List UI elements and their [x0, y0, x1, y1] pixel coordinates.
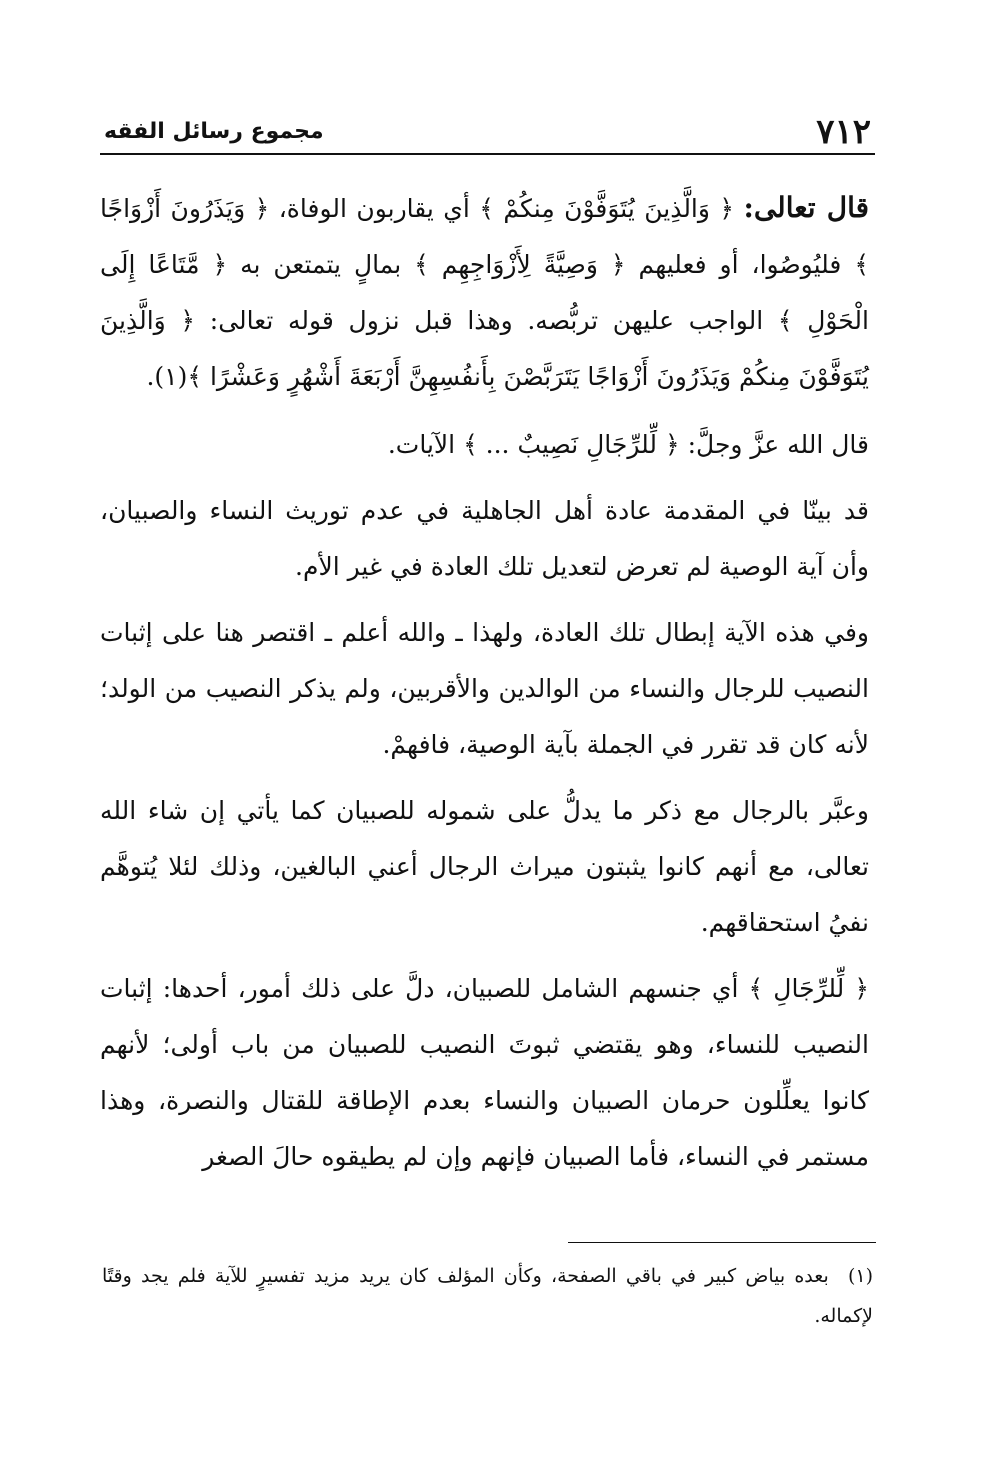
paragraph-text: ﴿ وَالَّذِينَ يُتَوَفَّوْنَ مِنكُمْ ﴾ أي يقاربون الوفاة، ﴿ وَيَذَرُونَ أَزْوَاجًا ﴾ فليُوصُوا، أو فعليهم ﴿ وَصِيَّةً لِأَزْوَاجِهِم ﴾ بمالٍ يتمتعن به ﴿ مَّتَاعًا إِلَى الْحَوْلِ ﴾ الواجب عليهن تربُّصه. وهذا قبل نزول قوله تعالى: ﴿ وَالَّذِينَ يُتَوَفَّوْنَ مِنكُمْ وَيَذَرُونَ أَزْوَاجًا يَتَرَبَّصْنَ بِأَنفُسِهِنَّ أَرْبَعَةَ أَشْهُرٍ وَعَشْرًا ﴾(١).	[100, 194, 869, 391]
paragraph-5: وعبَّر بالرجال مع ذكر ما يدلُّ على شموله للصبيان كما يأتي إن شاء الله تعالى، مع أنهم كانوا يثبتون ميراث الرجال أعني البالغين، وذلك لئلا يُتوهَّم نفيُ استحقاقهم.	[100, 796, 869, 937]
paragraph-lead: قال تعالى:	[743, 191, 870, 224]
page-number: ٧١٢	[816, 112, 871, 152]
running-title: مجموع رسائل الفقه	[104, 119, 324, 144]
page-header	[104, 112, 871, 152]
paragraph-3: قد بينّا في المقدمة عادة أهل الجاهلية في عدم توريث النساء والصبيان، وأن آية الوصية لم تعرض لتعديل تلك العادة في غير الأم.	[100, 496, 869, 581]
paragraph-2: قال الله عزَّ وجلَّ: ﴿ لِّلرِّجَالِ نَصِيبٌ ... ﴾ الآيات.	[387, 430, 869, 459]
paragraph-4: وفي هذه الآية إبطال تلك العادة، ولهذا ـ والله أعلم ـ اقتصر هنا على إثبات النصيب للرجال والنساء من الوالدين والأقربين، ولم يذكر النصيب من الولد؛ لأنه كان قد تقرر في الجملة بآية الوصية، فافهمْ.	[100, 618, 869, 759]
footnote-marker: (١)	[847, 1265, 873, 1287]
page-body	[100, 180, 869, 1195]
footnote	[102, 1256, 873, 1336]
paragraph-6: ﴿ لِّلرِّجَالِ ﴾ أي جنسهم الشامل للصبيان، دلَّ على ذلك أمور، أحدها: إثبات النصيب للنساء، وهو يقتضي ثبوتَ النصيب للصبيان من باب أولى؛ لأنهم كانوا يعلِّلون حرمان الصبيان والنساء بعدم الإطاقة للقتال والنصرة، وهذا مستمر في النساء، فأما الصبيان فإنهم وإن لم يطيقوه حالَ الصغر	[100, 974, 869, 1171]
footnote-text: بعده بياض كبير في باقي الصفحة، وكأن المؤلف كان يريد مزيد تفسيرٍ للآية فلم يجد وقتًا لإكماله.	[102, 1265, 873, 1327]
footnote-rule	[568, 1242, 876, 1243]
header-rule	[100, 153, 875, 155]
paragraph-1	[100, 180, 869, 405]
